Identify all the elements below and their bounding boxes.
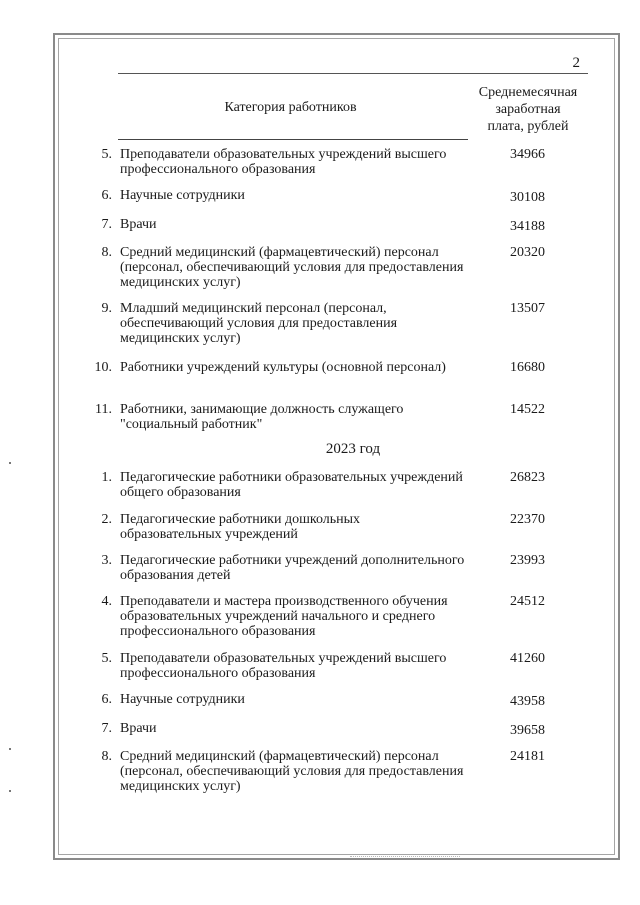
row-number: 10. (94, 360, 112, 375)
row-salary: 16680 (510, 360, 545, 375)
row-number: 8. (101, 245, 112, 260)
row-category: Младший медицинский персонал (персонал, обеспечивающий условия для предоставления медицинских услуг) (120, 301, 398, 346)
scan-speck (9, 748, 11, 750)
row-category: Средний медицинский (фармацевтический) персонал (персонал, обеспечивающий условия для предоставления медицинских услуг) (120, 245, 464, 290)
row-salary: 41260 (510, 651, 545, 666)
row-salary: 43958 (510, 694, 545, 709)
column-header-category: Категория работников (224, 100, 357, 115)
row-category: Научные сотрудники (120, 188, 245, 203)
row-number: 4. (101, 594, 112, 609)
row-number: 7. (101, 217, 112, 232)
row-category: Врачи (120, 217, 157, 232)
row-number: 11. (95, 402, 112, 417)
row-salary: 24181 (510, 749, 545, 764)
scan-dotted-line (350, 856, 460, 857)
row-salary: 24512 (510, 594, 545, 609)
row-category: Преподаватели и мастера производственного обучения образовательных учреждений начального и среднего профессионального образования (120, 594, 448, 639)
row-number: 8. (101, 749, 112, 764)
row-category: Педагогические работники образовательных учреждений общего образования (120, 470, 463, 500)
row-salary: 22370 (510, 512, 545, 527)
row-salary: 34188 (510, 219, 545, 234)
row-number: 5. (101, 147, 112, 162)
row-category: Врачи (120, 721, 157, 736)
row-number: 6. (101, 188, 112, 203)
row-number: 1. (101, 470, 112, 485)
row-category: Педагогические работники дошкольных образовательных учреждений (120, 512, 361, 542)
row-category: Научные сотрудники (120, 692, 245, 707)
row-category: Преподаватели образовательных учреждений высшего профессионального образования (120, 147, 447, 177)
table-top-rule (118, 139, 468, 140)
header-rule (118, 73, 588, 74)
scan-speck (9, 462, 11, 464)
row-salary: 20320 (510, 245, 545, 260)
row-number: 2. (101, 512, 112, 527)
row-category: Работники, занимающие должность служащего "социальный работник" (120, 402, 404, 432)
row-number: 5. (101, 651, 112, 666)
row-salary: 14522 (510, 402, 545, 417)
row-salary: 34966 (510, 147, 545, 162)
column-header-salary: Среднемесячная заработная плата, рублей (478, 85, 578, 134)
row-number: 3. (101, 553, 112, 568)
row-number: 6. (101, 692, 112, 707)
row-number: 9. (101, 301, 112, 316)
row-category: Средний медицинский (фармацевтический) персонал (персонал, обеспечивающий условия для предоставления медицинских услуг) (120, 749, 464, 794)
page-number: 2 (572, 55, 580, 71)
scan-speck (9, 790, 11, 792)
row-salary: 23993 (510, 553, 545, 568)
row-salary: 30108 (510, 190, 545, 205)
year-heading: 2023 год (325, 441, 381, 457)
row-number: 7. (101, 721, 112, 736)
row-category: Преподаватели образовательных учреждений высшего профессионального образования (120, 651, 447, 681)
row-salary: 13507 (510, 301, 545, 316)
row-salary: 26823 (510, 470, 545, 485)
row-category: Педагогические работники учреждений дополнительного образования детей (120, 553, 465, 583)
row-salary: 39658 (510, 723, 545, 738)
row-category: Работники учреждений культуры (основной персонал) (120, 360, 446, 375)
